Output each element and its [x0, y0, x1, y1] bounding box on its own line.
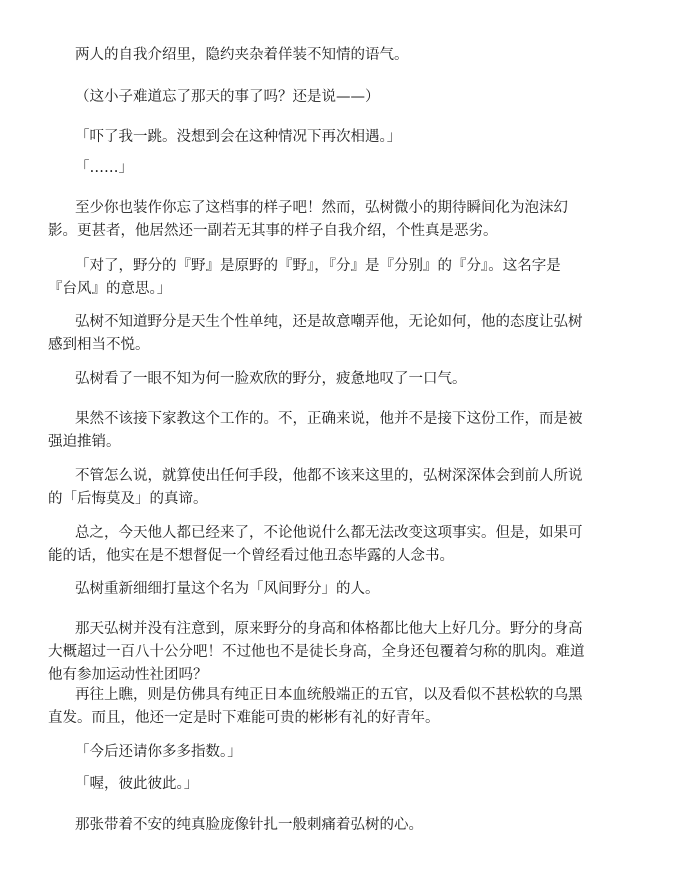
text-line: 直发。而且，他还一定是时下难能可贵的彬彬有礼的好青年。: [48, 710, 440, 726]
text-line: 至少你也装作你忘了这档事的样子吧！然而，弘树微小的期待瞬间化为泡沫幻: [75, 200, 568, 216]
text-line: 「喔，彼此彼此。」: [75, 776, 199, 792]
text-line: 『台风』的意思。」: [48, 281, 172, 297]
text-line: 「对了，野分的『野』是原野的『野』，『分』是『分别』的『分』。这名字是: [75, 258, 561, 274]
text-line: 他有参加运动性社团吗？: [48, 667, 208, 683]
text-line: 的「后悔莫及」的真谛。: [48, 491, 208, 507]
text-line: 再往上瞧，则是仿佛具有纯正日本血统般端正的五官，以及看似不甚松软的乌黑: [75, 687, 583, 703]
text-line: 强迫推销。: [48, 434, 121, 450]
text-line: 能的话，他实在是不想督促一个曾经看过他丑态毕露的人念书。: [48, 548, 454, 564]
text-line: 影。更甚者，他居然还一副若无其事的样子自我介绍，个性真是恶劣。: [48, 223, 498, 239]
text-line: 「……」: [75, 160, 133, 176]
text-line: 总之，今天他人都已经来了，不论他说什么都无法改变这项事实。但是，如果可: [75, 525, 583, 541]
text-line: 弘树看了一眼不知为何一脸欢欣的野分，疲惫地叹了一口气。: [75, 371, 467, 387]
text-line: 那天弘树并没有注意到，原来野分的身高和体格都比他大上好几分。野分的身高: [75, 621, 583, 637]
text-line: 感到相当不悦。: [48, 337, 150, 353]
text-line: 弘树重新细细打量这个名为「风间野分」的人。: [75, 581, 380, 597]
text-line: 不管怎么说，就算使出任何手段，他都不该来这里的，弘树深深体会到前人所说: [75, 468, 583, 484]
text-line: 两人的自我介绍里，隐约夹杂着佯装不知情的语气。: [75, 47, 409, 63]
text-line: 果然不该接下家教这个工作的。不，正确来说，他并不是接下这份工作，而是被: [75, 411, 583, 427]
text-line: 「今后还请你多多指数。」: [75, 744, 242, 760]
text-line: 大概超过一百八十公分吧！不过他也不是徒长身高，全身还包覆着匀称的肌肉。难道: [48, 644, 585, 660]
text-line: 弘树不知道野分是天生个性单纯，还是故意嘲弄他，无论如何，他的态度让弘树: [75, 314, 583, 330]
text-line: 「吓了我一跳。没想到会在这种情况下再次相遇。」: [75, 129, 402, 145]
text-line: （这小子难道忘了那天的事了吗？还是说——）: [75, 89, 380, 105]
text-line: 那张带着不安的纯真脸庞像针扎一般刺痛着弘树的心。: [75, 817, 423, 833]
